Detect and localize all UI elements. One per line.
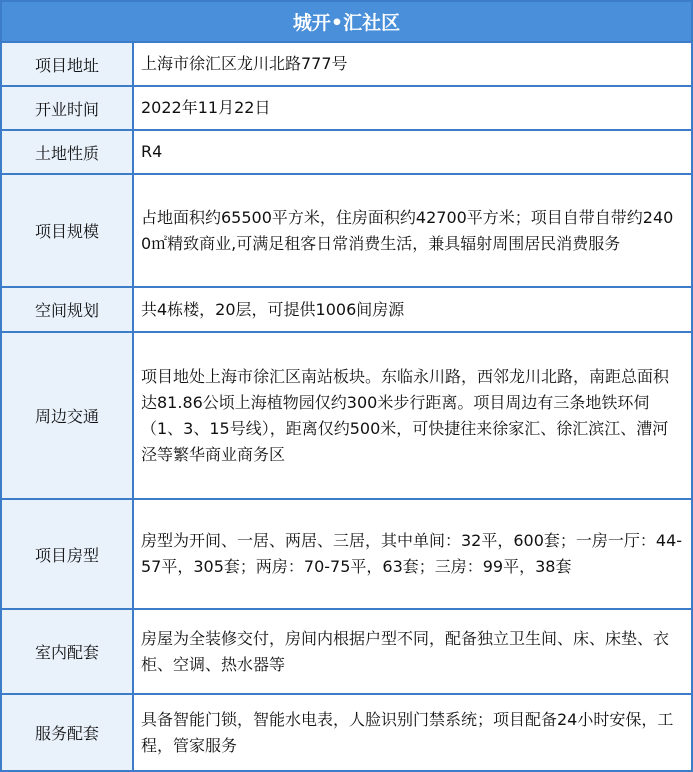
row-services <box>2 695 691 770</box>
row-label: 项目规模 <box>2 175 134 286</box>
row-label: 土地性质 <box>2 131 134 173</box>
row-value: 2022年11月22日 <box>141 98 271 117</box>
row-label: 周边交通 <box>2 333 134 498</box>
row-value: 共4栋楼，20层，可提供1006间房源 <box>141 299 405 319</box>
row-opening-date <box>2 87 691 131</box>
row-scale <box>2 175 691 288</box>
row-value: R4 <box>141 142 163 161</box>
row-label: 项目房型 <box>2 500 134 608</box>
row-transport <box>2 333 691 500</box>
row-value: 房型为开间、一居、两居、三居，其中单间：32平，600套；一房一厅：44-57平，305套；两房：70-75平，63套；三房：99平，38套 <box>141 531 683 576</box>
row-room-types <box>2 500 691 610</box>
row-interior <box>2 610 691 695</box>
row-value: 具备智能门锁，智能水电表，人脸识别门禁系统；项目配备24小时安保，工程，管家服务 <box>141 709 674 755</box>
row-label: 室内配套 <box>2 610 134 693</box>
row-value: 占地面积约65500平方米，住房面积约42700平方米；项目自带自带约2400㎡精致商业,可满足租客日常消费生活，兼具辐射周围居民消费服务 <box>141 207 674 253</box>
row-land-type <box>2 131 691 175</box>
row-label: 空间规划 <box>2 288 134 331</box>
row-value: 项目地处上海市徐汇区南站板块。东临永川路，西邻龙川北路，南距总面积达81.86公顷上海植物园仅约300米步行距离。项目周边有三条地铁环伺（1、3、15号线），距离仅约500米，可快捷往来徐家汇、徐汇滨江、漕河泾等繁华商业商务区 <box>141 366 670 464</box>
row-label: 开业时间 <box>2 87 134 129</box>
row-address <box>2 43 691 87</box>
row-label: 项目地址 <box>2 43 134 85</box>
row-label: 服务配套 <box>2 695 134 770</box>
row-value: 房屋为全装修交付，房间内根据户型不同，配备独立卫生间、床、床垫、衣柜、空调、热水器等 <box>141 628 670 674</box>
row-space-plan <box>2 288 691 333</box>
table-title: 城开•汇社区 <box>2 2 691 43</box>
row-value: 上海市徐汇区龙川北路777号 <box>141 54 348 73</box>
